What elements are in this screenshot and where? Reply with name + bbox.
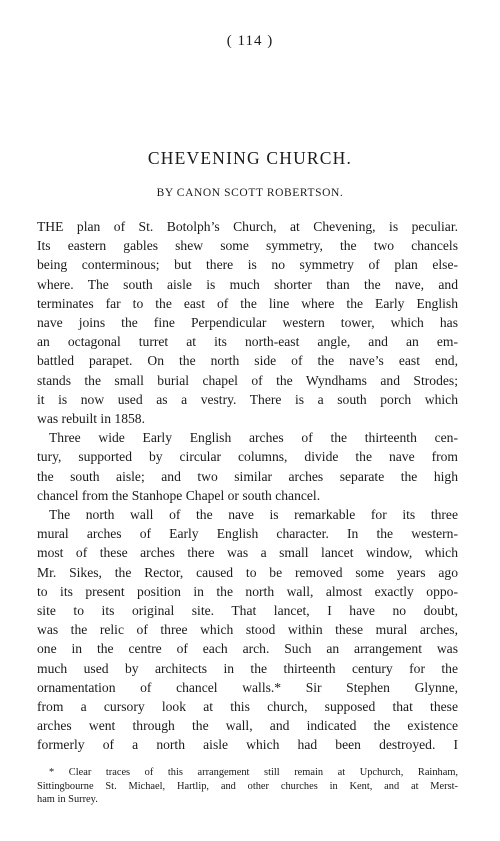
body-line: formerly of a north aisle which had been destroyed. I	[37, 737, 458, 753]
body-line: much used by architects in the thirteenth century for the	[37, 660, 458, 676]
body-line: one in the centre of each arch. Such an arrangement was	[37, 641, 458, 657]
body-line: the south aisle; and two similar arches separate the high	[37, 468, 458, 484]
body-line: from a cursory look at this church, supposed that these	[37, 699, 458, 715]
body-line: ornamentation of chancel walls.* Sir Stephen Glynne,	[37, 679, 458, 695]
body-line: The north wall of the nave is remarkable for its three	[49, 507, 458, 523]
footnote-line: ham in Surrey.	[37, 794, 98, 806]
author-byline: BY CANON SCOTT ROBERTSON.	[156, 187, 344, 199]
body-line: terminates far to the east of the line where the Early English	[37, 295, 458, 311]
body-line: arches went through the wall, and indicated the existence	[37, 718, 458, 734]
body-line: site to its original site. That lancet, I have no doubt,	[37, 603, 458, 619]
body-line: Mr. Sikes, the Rector, caused to be removed some years ago	[37, 564, 458, 580]
body-line: battled parapet. On the north side of the nave’s east end,	[37, 353, 458, 369]
body-line: Three wide Early English arches of the thirteenth cen-	[49, 430, 458, 446]
body-line: nave joins the fine Perpendicular western tower, which has	[37, 315, 458, 331]
body-line: was the relic of three which stood within these mural arches,	[37, 622, 458, 638]
body-line: chancel from the Stanhope Chapel or south chancel.	[37, 487, 321, 503]
article-title: CHEVENING CHURCH.	[147, 148, 353, 168]
footnote-line: Sittingbourne St. Michael, Hartlip, and other churches in Kent, and at Merst-	[37, 780, 458, 792]
body-line: was rebuilt in 1858.	[37, 411, 145, 427]
body-line: most of these arches there was a small lancet window, which	[37, 545, 458, 561]
body-line: stands the small burial chapel of the Wyndhams and Strodes;	[37, 372, 458, 388]
footnote	[37, 766, 458, 807]
body-line: Its eastern gables shew some symmetry, the two chancels	[37, 238, 458, 254]
body-line: where. The south aisle is much shorter than the nave, and	[37, 276, 458, 292]
body-line: it is now used as a vestry. There is a south porch which	[37, 391, 458, 407]
body-line: being conterminous; but there is no symmetry of plan else-	[37, 257, 458, 273]
body-line: mural arches of Early English character. In the western-	[37, 526, 458, 542]
body-line: an octagonal turret at its north-east angle, and an em-	[37, 334, 458, 350]
body-line: THE plan of St. Botolph’s Church, at Chevening, is peculiar.	[37, 219, 458, 234]
body-text	[37, 217, 458, 755]
body-line: tury, supported by circular columns, divide the nave from	[37, 449, 458, 465]
footnote-line: * Clear traces of this arrangement still remain at Upchurch, Rainham,	[49, 767, 458, 778]
body-line: to its present position in the north wall, almost exactly oppo-	[37, 583, 458, 599]
page-number: ( 114 )	[226, 33, 274, 49]
